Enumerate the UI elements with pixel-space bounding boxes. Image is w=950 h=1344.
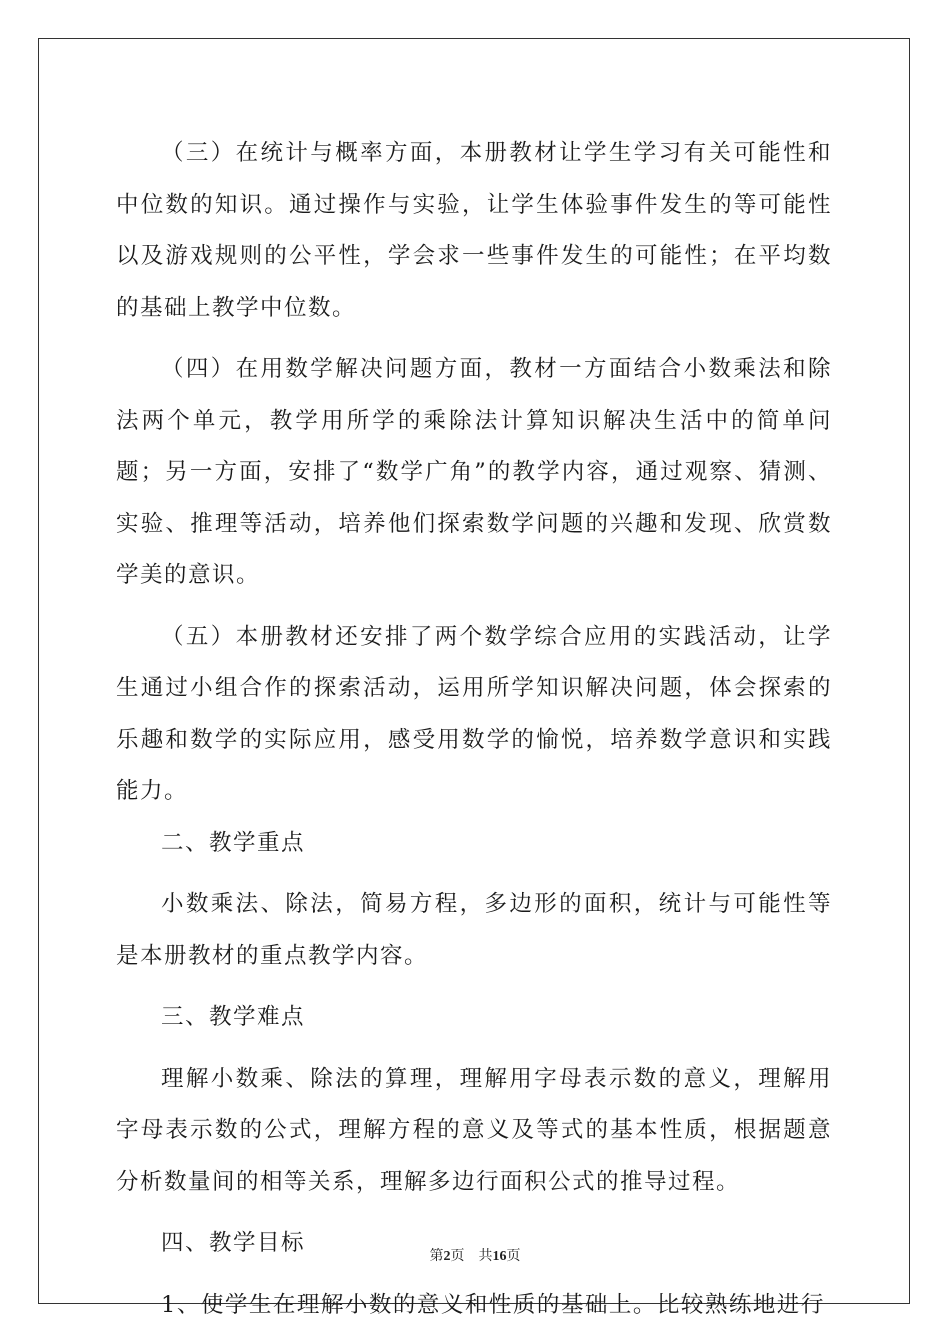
page-prefix: 第 <box>429 1248 444 1264</box>
paragraph-problem-solving: （四）在用数学解决问题方面，教材一方面结合小数乘法和除法两个单元，教学用所学的乘除法计算知识解决生活中的简单问题；另一方面，安排了“数学广角”的教学内容，通过观察、猜测、实验、推理等活动，培养他们探索数学问题的兴趣和发现、欣赏数学美的意识。 <box>116 356 832 588</box>
page-footer <box>0 1246 950 1267</box>
total-prefix: 共 <box>478 1248 493 1264</box>
paragraph-practice-activities: （五）本册教材还安排了两个数学综合应用的实践活动，让学生通过小组合作的探索活动，运用所学知识解决问题，体会探索的乐趣和数学的实际应用，感受用数学的愉悦，培养数学意识和实践能力。 <box>116 623 832 804</box>
total-pages: 16 <box>492 1249 507 1264</box>
paragraph-teaching-difficulty: 理解小数乘、除法的算理，理解用字母表示数的意义，理解用字母表示数的公式，理解方程的意义及等式的基本性质，根据题意分析数量间的相等关系，理解多边行面积公式的推导过程。 <box>116 1065 832 1195</box>
document-body <box>116 128 832 1331</box>
paragraph-statistics-probability: （三）在统计与概率方面，本册教材让学生学习有关可能性和中位数的知识。通过操作与实验，让学生体验事件发生的等可能性以及游戏规则的公平性，学会求一些事件发生的可能性；在平均数的基础上教学中位数。 <box>116 140 832 321</box>
page-suffix: 页 <box>450 1248 465 1264</box>
heading-teaching-goals: 四、教学目标 <box>161 1230 306 1256</box>
page-number: 2 <box>443 1249 451 1264</box>
total-suffix: 页 <box>506 1248 521 1264</box>
heading-teaching-focus: 二、教学重点 <box>161 829 306 856</box>
paragraph-teaching-focus: 小数乘法、除法，简易方程，多边形的面积，统计与可能性等是本册教材的重点教学内容。 <box>116 891 832 969</box>
paragraph-goal-1: 1、使学生在理解小数的意义和性质的基础上。比较熟练地进行 <box>161 1291 825 1318</box>
heading-teaching-difficulty: 三、教学难点 <box>161 1004 306 1030</box>
